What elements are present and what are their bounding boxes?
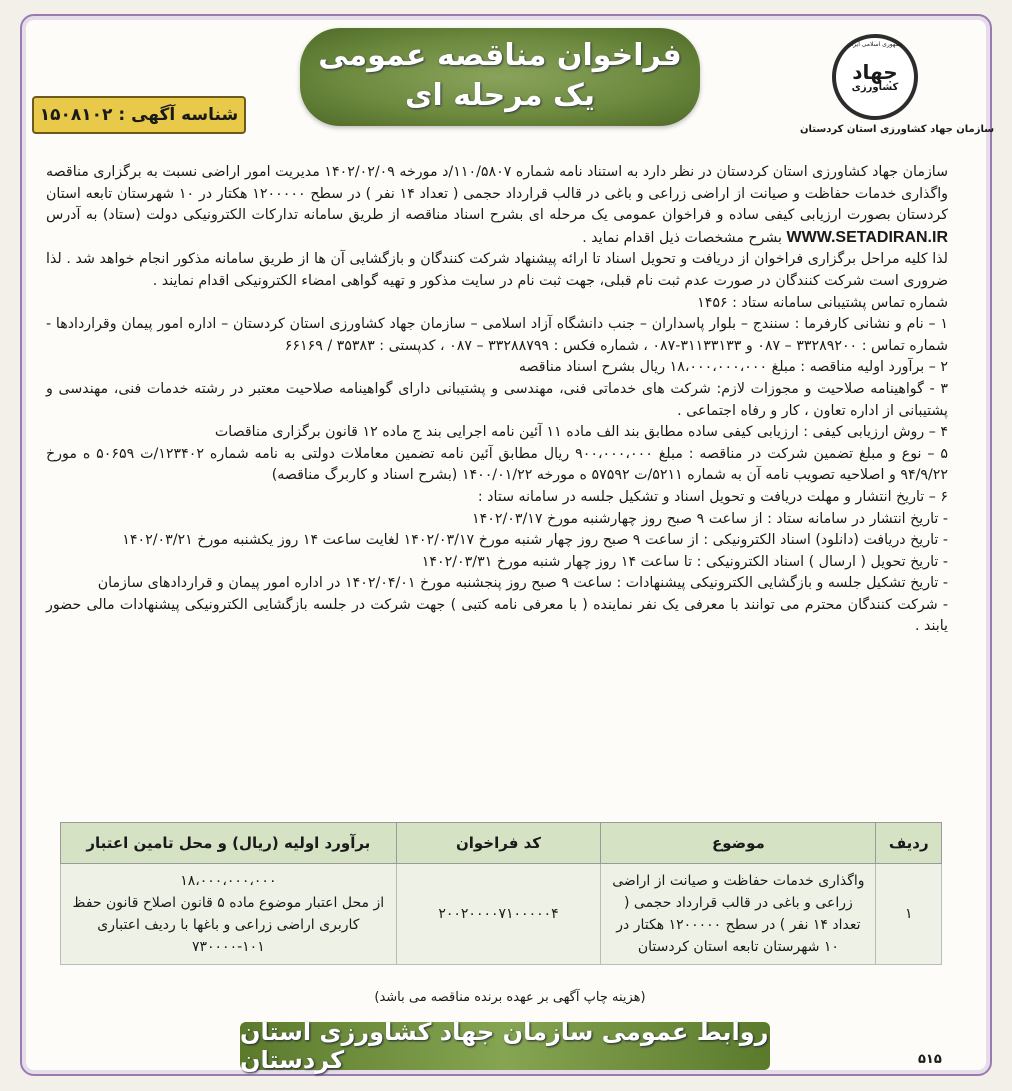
organization-name: سازمان جهاد کشاورزی استان کردستان: [800, 124, 995, 135]
page-number: ۵۱۵: [918, 1052, 942, 1067]
intro-text-end: بشرح مشخصات ذیل اقدام نماید .: [582, 229, 783, 246]
intro-paragraph: [46, 162, 948, 249]
logo-top-text: جمهوری اسلامی ایران: [847, 41, 903, 48]
process-paragraph: لذا کلیه مراحل برگزاری فراخوان از دریافت و تحویل اسناد تا ارائه پیشنهاد شرکت کنندگان و بازگشایی آن ها از طریق سامانه مذکور انجام خواهد شد . لذا ضروری است شرکت کنندگان در صورت عدم ثبت نام قبلی، جهت ثبت نام در سایت مذکور و تهیه گواهی امضاء الکترونیکی اقدام نمایند .: [46, 251, 948, 289]
cost-source: از محل اعتبار موضوع ماده ۵ قانون اصلاح قانون حفظ کاربری اراضی زراعی و باغها با ردیف اعتباری ۱۰۱-۷۳۰۰۰۰: [72, 895, 385, 955]
table-row: [61, 864, 942, 965]
item-evaluation: ۴ – روش ارزیابی کیفی : ارزیابی کیفی ساده مطابق بند الف ماده ۱۱ آئین نامه اجرایی بند ج ماده ۱۲ قانون برگزاری مناقصات: [214, 424, 948, 441]
website-link[interactable]: WWW.SETADIRAN.IR: [786, 228, 948, 246]
cell-subject: واگذاری خدمات حفاظت و صیانت از اراضی زراعی و باغی در قالب قرارداد حجمی ( تعداد ۱۴ نفر ) در سطح ۱۲۰۰۰۰۰ هکتار در ۱۰ شهرستان تابعه استان کردستان: [601, 864, 876, 965]
table-header-row: [61, 823, 942, 864]
item-employer: ۱ – نام و نشانی کارفرما : سنندج – بلوار پاسداران – جنب دانشگاه آزاد اسلامی – سازمان جهاد کشاورزی استان کردستان – اداره امور پیمان وقراردادها - شماره تماس : ۳۳۲۸۹۲۰۰ – ۰۸۷ و ۳۱۱۳۳۱۳۳-۰۸۷ ، شماره فکس : ۳۳۲۸۸۷۹۹ – ۰۸۷ ، کدپستی : ۳۵۳۸۳ / ۶۶۱۶۹: [46, 316, 948, 354]
intro-text: سازمان جهاد کشاورزی استان کردستان در نظر دارد به استناد نامه شماره ۱۱۰/۵۸۰۷/د مورخه ۱۴۰۲/۰۲/۰۹ مدیریت امور اراضی نسبت به برگزاری مناقصه واگذاری خدمات حفاظت و صیانت از اراضی زراعی و باغی در قالب قرارداد حجمی ( تعداد ۱۴ نفر ) در سطح ۱۲۰۰۰۰۰ هکتار در ۱۰ شهرستان تابعه استان کردستان بصورت ارزیابی کیفی ساده و فراخوان عمومی یک مرحله ای بشرح اسناد مناقصه از طریق سامانه تدارکات الکترونیکی دولت (ستاد) به آدرس: [46, 164, 949, 224]
item-guarantee: ۵ – نوع و مبلغ تضمین شرکت در مناقصه : مبلغ ۹۰۰،۰۰۰،۰۰۰ ریال مطابق آئین نامه تضمین معاملات دولتی به نامه شماره ۱۲۳۴۰۲/ت ۵۰۶۵۹ ه مورخ ۹۴/۹/۲۲ و اصلاحیه تصویب نامه آن به شماره ۵۲۱۱/ت ۵۷۵۹۲ ه مورخه ۱۴۰۰/۰۱/۲۲ (بشرح اسناد و کاربرگ مناقصه): [46, 445, 948, 484]
page-subtitle: یک مرحله ای: [405, 78, 595, 113]
date-submit: - تاریخ تحویل ( ارسال ) اسناد الکترونیکی : تا ساعت ۱۴ روز چهار شنبه مورخ ۱۴۰۲/۰۳/۳۱: [421, 553, 948, 570]
cost-amount: ۱۸،۰۰۰،۰۰۰،۰۰۰: [180, 873, 277, 889]
notice-id-badge: شناسه آگهی : ۱۵۰۸۱۰۲: [32, 96, 246, 134]
header-cost: برآورد اولیه (ریال) و محل تامین اعتبار: [61, 823, 397, 864]
cell-code: ۲۰۰۲۰۰۰۰۷۱۰۰۰۰۰۴: [396, 864, 601, 965]
logo-sub-text: کشاورزی: [851, 81, 899, 93]
support-phone: شماره تماس پشتیبانی سامانه ستاد : ۱۴۵۶: [697, 294, 948, 311]
item-estimate: ۲ – برآورد اولیه مناقصه : مبلغ ۱۸،۰۰۰،۰۰۰،۰۰۰ ریال بشرح اسناد مناقصه: [518, 359, 948, 376]
header-row-number: ردیف: [876, 823, 942, 864]
page-title: فراخوان مناقصه عمومی: [318, 38, 682, 73]
tender-table: [60, 822, 942, 965]
date-publish: - تاریخ انتشار در سامانه ستاد : از ساعت ۹ صبح روز چهارشنبه مورخ ۱۴۰۲/۰۳/۱۷: [471, 510, 948, 527]
date-download: - تاریخ دریافت (دانلود) اسناد الکترونیکی : از ساعت ۹ صبح روز چهار شنبه مورخ ۱۴۰۲/۰۳/۱۷ لغایت ساعت ۱۴ روز یکشنبه مورخ ۱۴۰۲/۰۳/۲۱: [122, 532, 948, 549]
organization-logo: [800, 34, 995, 142]
item-qualification: ۳ - گواهینامه صلاحیت و مجوزات لازم: شرکت های خدماتی فنی، مهندسی و پشتیبانی دارای گواهینامه صلاحیت معتبر در رشته خدمات فنی، مهندسی و پشتیبانی از اداره تعاون ، کار و رفاه اجتماعی .: [46, 380, 948, 419]
attendance-note: - شرکت کنندگان محترم می توانند با معرفی یک نفر نماینده ( با معرفی نامه کتبی ) جهت شرکت در جلسه بازگشایی الکترونیکی پیشنهادات مالی حضور یابند .: [46, 596, 948, 635]
item-schedule: ۶ – تاریخ انتشار و مهلت دریافت و تحویل اسناد و تشکیل جلسه در سامانه ستاد :: [477, 488, 948, 505]
title-banner: [300, 28, 700, 126]
notice-body: [46, 162, 948, 638]
cell-cost: [61, 864, 397, 965]
header-code: کد فراخوان: [396, 823, 601, 864]
cell-row-number: ۱: [876, 864, 942, 965]
logo-main-text: جهاد: [852, 59, 898, 84]
date-opening: - تاریخ تشکیل جلسه و بازگشایی الکترونیکی پیشنهادات : ساعت ۹ صبح روز پنجشنبه مورخ ۱۴۰۲/۰۴/۰۱ در اداره امور پیمان و قراردادهای سازمان: [97, 575, 948, 592]
logo-emblem: [832, 34, 918, 120]
header-subject: موضوع: [601, 823, 876, 864]
print-cost-note: (هزینه چاپ آگهی بر عهده برنده مناقصه می باشد): [374, 990, 646, 1005]
footer-banner: روابط عمومی سازمان جهاد کشاورزی استان کردستان: [240, 1018, 769, 1074]
